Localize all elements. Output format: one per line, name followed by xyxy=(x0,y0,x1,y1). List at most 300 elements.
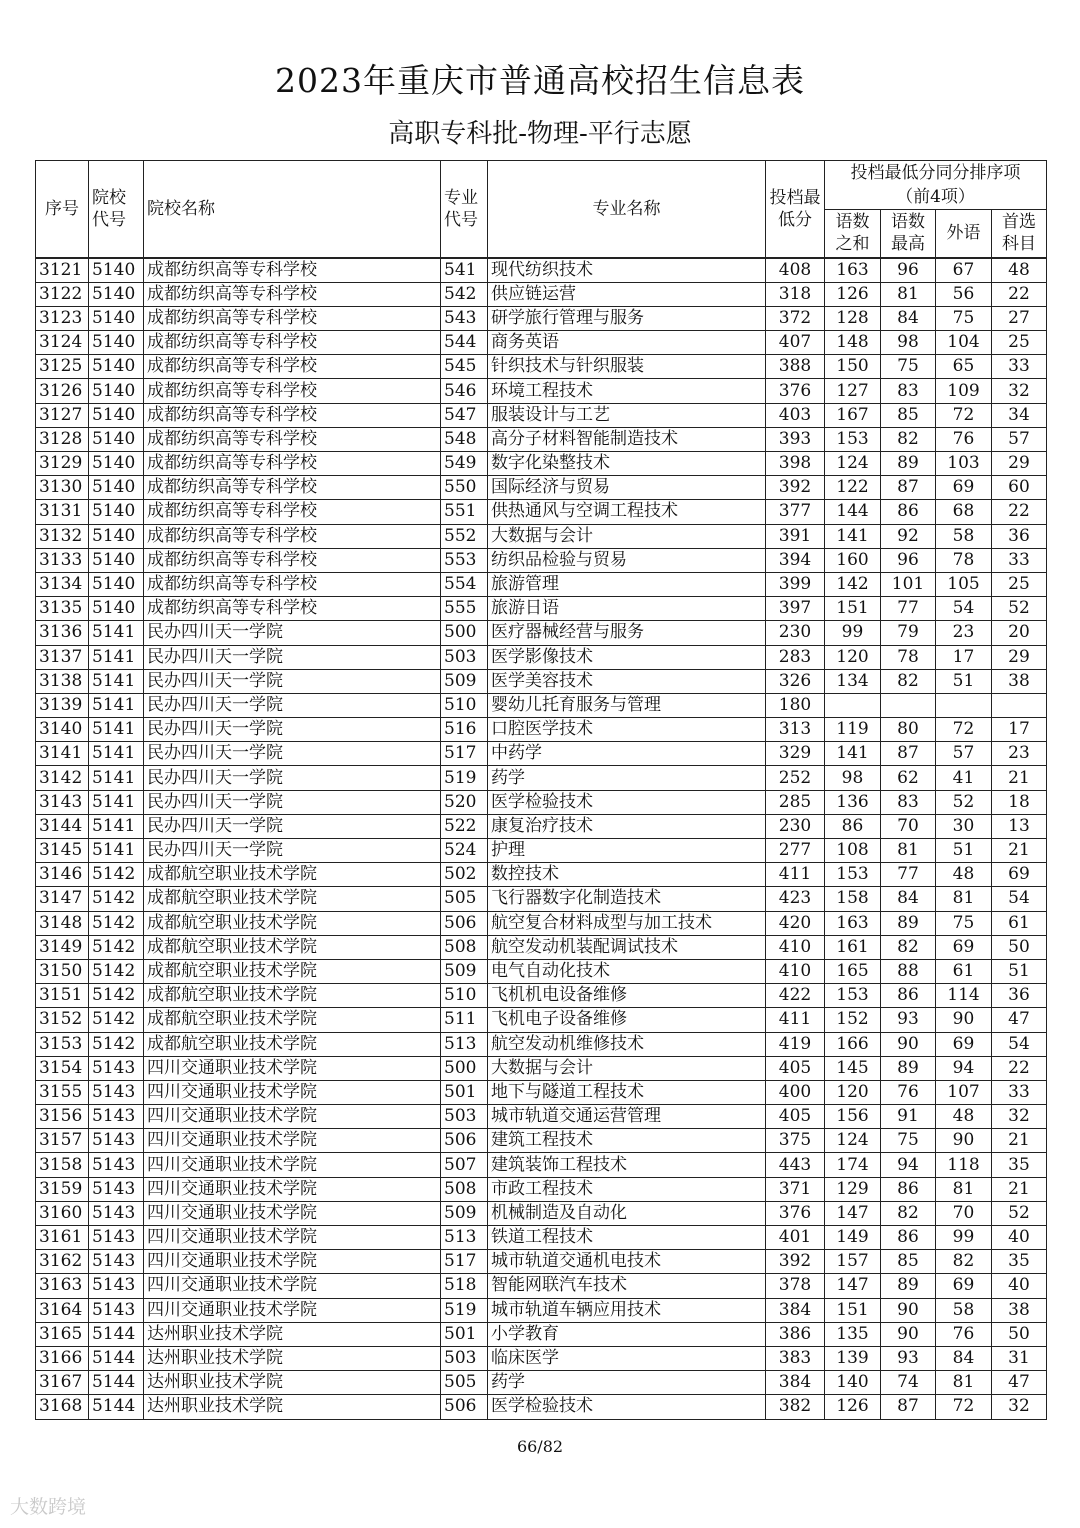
cell-min-score: 407 xyxy=(766,331,825,355)
table-row xyxy=(36,331,1047,355)
header-tiebreak-sub: （前4项） xyxy=(896,187,975,207)
cell-chinese-math-max: 93 xyxy=(881,1346,936,1370)
cell-school-code: 5143 xyxy=(89,1177,144,1201)
cell-foreign-lang: 109 xyxy=(936,379,992,403)
cell-major-name: 旅游日语 xyxy=(488,597,766,621)
cell-major-code: 509 xyxy=(441,959,488,983)
cell-foreign-lang: 114 xyxy=(936,984,992,1008)
cell-chinese-math-max: 88 xyxy=(881,959,936,983)
cell-school-name: 民办四川天一学院 xyxy=(144,645,441,669)
cell-foreign-lang: 75 xyxy=(936,306,992,330)
cell-school-name: 民办四川天一学院 xyxy=(144,718,441,742)
cell-major-code: 503 xyxy=(441,645,488,669)
table-row xyxy=(36,597,1047,621)
cell-min-score: 283 xyxy=(766,645,825,669)
cell-chinese-math-sum: 148 xyxy=(825,331,881,355)
cell-chinese-math-sum: 156 xyxy=(825,1105,881,1129)
cell-major-name: 机械制造及自动化 xyxy=(488,1201,766,1225)
cell-first-subject: 60 xyxy=(992,476,1047,500)
cell-chinese-math-sum: 149 xyxy=(825,1226,881,1250)
cell-first-subject: 33 xyxy=(992,1080,1047,1104)
cell-seq: 3129 xyxy=(36,452,89,476)
cell-foreign-lang: 94 xyxy=(936,1056,992,1080)
cell-foreign-lang: 17 xyxy=(936,645,992,669)
cell-school-code: 5143 xyxy=(89,1274,144,1298)
cell-first-subject: 29 xyxy=(992,452,1047,476)
cell-foreign-lang: 81 xyxy=(936,887,992,911)
cell-first-subject: 31 xyxy=(992,1346,1047,1370)
cell-foreign-lang: 58 xyxy=(936,524,992,548)
cell-major-code: 513 xyxy=(441,1032,488,1056)
cell-first-subject: 54 xyxy=(992,1032,1047,1056)
cell-major-name: 服装设计与工艺 xyxy=(488,403,766,427)
cell-school-code: 5142 xyxy=(89,959,144,983)
cell-foreign-lang: 75 xyxy=(936,911,992,935)
cell-school-code: 5141 xyxy=(89,621,144,645)
cell-chinese-math-sum: 152 xyxy=(825,1008,881,1032)
cell-school-name: 民办四川天一学院 xyxy=(144,669,441,693)
cell-major-name: 婴幼儿托育服务与管理 xyxy=(488,693,766,717)
cell-major-name: 航空复合材料成型与加工技术 xyxy=(488,911,766,935)
cell-school-name: 达州职业技术学院 xyxy=(144,1371,441,1395)
cell-first-subject: 54 xyxy=(992,887,1047,911)
cell-school-name: 成都纺织高等专科学校 xyxy=(144,572,441,596)
table-row xyxy=(36,1226,1047,1250)
cell-foreign-lang: 69 xyxy=(936,935,992,959)
cell-major-name: 供热通风与空调工程技术 xyxy=(488,500,766,524)
cell-school-code: 5144 xyxy=(89,1346,144,1370)
cell-min-score: 384 xyxy=(766,1371,825,1395)
cell-seq: 3148 xyxy=(36,911,89,935)
cell-first-subject: 23 xyxy=(992,742,1047,766)
cell-school-code: 5140 xyxy=(89,597,144,621)
cell-seq: 3142 xyxy=(36,766,89,790)
cell-chinese-math-max: 77 xyxy=(881,597,936,621)
table-row xyxy=(36,669,1047,693)
cell-chinese-math-sum: 126 xyxy=(825,282,881,306)
cell-seq: 3141 xyxy=(36,742,89,766)
cell-first-subject: 13 xyxy=(992,814,1047,838)
cell-seq: 3132 xyxy=(36,524,89,548)
cell-school-code: 5143 xyxy=(89,1153,144,1177)
cell-major-code: 505 xyxy=(441,1371,488,1395)
cell-first-subject: 18 xyxy=(992,790,1047,814)
cell-min-score: 180 xyxy=(766,693,825,717)
cell-major-code: 507 xyxy=(441,1153,488,1177)
cell-chinese-math-sum: 134 xyxy=(825,669,881,693)
cell-school-name: 成都纺织高等专科学校 xyxy=(144,452,441,476)
cell-major-code: 500 xyxy=(441,1056,488,1080)
cell-chinese-math-sum: 161 xyxy=(825,935,881,959)
cell-school-name: 四川交通职业技术学院 xyxy=(144,1226,441,1250)
cell-chinese-math-sum: 119 xyxy=(825,718,881,742)
table-row xyxy=(36,1322,1047,1346)
cell-school-code: 5140 xyxy=(89,282,144,306)
cell-first-subject: 35 xyxy=(992,1250,1047,1274)
cell-chinese-math-sum: 150 xyxy=(825,355,881,379)
cell-chinese-math-sum: 174 xyxy=(825,1153,881,1177)
cell-school-code: 5141 xyxy=(89,669,144,693)
table-row xyxy=(36,742,1047,766)
cell-major-name: 研学旅行管理与服务 xyxy=(488,306,766,330)
cell-first-subject: 21 xyxy=(992,766,1047,790)
cell-chinese-math-max: 81 xyxy=(881,282,936,306)
table-row xyxy=(36,452,1047,476)
cell-foreign-lang: 105 xyxy=(936,572,992,596)
cell-major-code: 508 xyxy=(441,935,488,959)
cell-foreign-lang: 84 xyxy=(936,1346,992,1370)
cell-min-score: 399 xyxy=(766,572,825,596)
cell-major-code: 518 xyxy=(441,1274,488,1298)
cell-seq: 3163 xyxy=(36,1274,89,1298)
cell-major-name: 航空发动机维修技术 xyxy=(488,1032,766,1056)
cell-seq: 3130 xyxy=(36,476,89,500)
cell-min-score: 423 xyxy=(766,887,825,911)
cell-foreign-lang: 118 xyxy=(936,1153,992,1177)
cell-school-code: 5142 xyxy=(89,911,144,935)
cell-major-code: 551 xyxy=(441,500,488,524)
cell-foreign-lang: 68 xyxy=(936,500,992,524)
cell-first-subject: 35 xyxy=(992,1153,1047,1177)
cell-seq: 3135 xyxy=(36,597,89,621)
cell-school-name: 四川交通职业技术学院 xyxy=(144,1250,441,1274)
cell-school-name: 成都纺织高等专科学校 xyxy=(144,524,441,548)
cell-foreign-lang: 67 xyxy=(936,258,992,283)
cell-first-subject: 57 xyxy=(992,427,1047,451)
cell-major-code: 500 xyxy=(441,621,488,645)
table-row xyxy=(36,379,1047,403)
cell-min-score: 405 xyxy=(766,1105,825,1129)
cell-chinese-math-sum: 120 xyxy=(825,1080,881,1104)
cell-chinese-math-max: 87 xyxy=(881,1395,936,1419)
cell-school-code: 5142 xyxy=(89,984,144,1008)
cell-major-name: 商务英语 xyxy=(488,331,766,355)
cell-chinese-math-sum: 165 xyxy=(825,959,881,983)
cell-foreign-lang: 72 xyxy=(936,403,992,427)
cell-chinese-math-max: 86 xyxy=(881,1226,936,1250)
cell-first-subject: 40 xyxy=(992,1274,1047,1298)
cell-seq: 3140 xyxy=(36,718,89,742)
cell-school-code: 5143 xyxy=(89,1129,144,1153)
header-tiebreak-group xyxy=(825,161,1047,210)
cell-first-subject: 20 xyxy=(992,621,1047,645)
table-row xyxy=(36,1250,1047,1274)
table-row xyxy=(36,645,1047,669)
cell-chinese-math-sum: 160 xyxy=(825,548,881,572)
cell-seq: 3124 xyxy=(36,331,89,355)
cell-first-subject: 29 xyxy=(992,645,1047,669)
cell-foreign-lang: 82 xyxy=(936,1250,992,1274)
cell-first-subject: 22 xyxy=(992,500,1047,524)
cell-school-name: 成都纺织高等专科学校 xyxy=(144,427,441,451)
cell-school-name: 成都航空职业技术学院 xyxy=(144,863,441,887)
cell-foreign-lang: 48 xyxy=(936,1105,992,1129)
cell-chinese-math-max: 84 xyxy=(881,887,936,911)
watermark-logo: 大数跨境 xyxy=(10,1496,87,1518)
cell-major-code: 505 xyxy=(441,887,488,911)
table-row xyxy=(36,476,1047,500)
cell-school-name: 成都航空职业技术学院 xyxy=(144,1032,441,1056)
cell-foreign-lang: 52 xyxy=(936,790,992,814)
cell-major-code: 545 xyxy=(441,355,488,379)
cell-min-score: 400 xyxy=(766,1080,825,1104)
cell-major-code: 508 xyxy=(441,1177,488,1201)
cell-major-name: 医学检验技术 xyxy=(488,790,766,814)
cell-seq: 3144 xyxy=(36,814,89,838)
cell-school-code: 5142 xyxy=(89,887,144,911)
cell-min-score: 326 xyxy=(766,669,825,693)
table-row xyxy=(36,1346,1047,1370)
cell-school-name: 成都航空职业技术学院 xyxy=(144,887,441,911)
cell-seq: 3154 xyxy=(36,1056,89,1080)
cell-school-code: 5143 xyxy=(89,1105,144,1129)
cell-chinese-math-sum: 108 xyxy=(825,839,881,863)
cell-foreign-lang: 76 xyxy=(936,427,992,451)
cell-major-name: 医学检验技术 xyxy=(488,1395,766,1419)
cell-major-name: 医学美容技术 xyxy=(488,669,766,693)
cell-first-subject: 38 xyxy=(992,669,1047,693)
cell-major-name: 铁道工程技术 xyxy=(488,1226,766,1250)
cell-first-subject: 52 xyxy=(992,597,1047,621)
cell-min-score: 376 xyxy=(766,1201,825,1225)
cell-school-code: 5141 xyxy=(89,839,144,863)
cell-major-code: 509 xyxy=(441,669,488,693)
table-row xyxy=(36,524,1047,548)
cell-seq: 3159 xyxy=(36,1177,89,1201)
table-row xyxy=(36,693,1047,717)
cell-major-code: 506 xyxy=(441,1395,488,1419)
cell-foreign-lang: 57 xyxy=(936,742,992,766)
page-title: 2023年重庆市普通高校招生信息表 xyxy=(275,61,805,100)
cell-min-score: 285 xyxy=(766,790,825,814)
cell-first-subject: 33 xyxy=(992,355,1047,379)
cell-first-subject: 27 xyxy=(992,306,1047,330)
cell-chinese-math-max: 74 xyxy=(881,1371,936,1395)
cell-major-name: 药学 xyxy=(488,766,766,790)
cell-seq: 3137 xyxy=(36,645,89,669)
cell-school-name: 成都纺织高等专科学校 xyxy=(144,306,441,330)
cell-chinese-math-max: 86 xyxy=(881,1177,936,1201)
cell-min-score: 386 xyxy=(766,1322,825,1346)
table-row xyxy=(36,1274,1047,1298)
cell-first-subject: 51 xyxy=(992,959,1047,983)
cell-min-score: 394 xyxy=(766,548,825,572)
cell-school-code: 5141 xyxy=(89,766,144,790)
cell-seq: 3136 xyxy=(36,621,89,645)
cell-school-name: 成都纺织高等专科学校 xyxy=(144,548,441,572)
cell-chinese-math-max: 93 xyxy=(881,1008,936,1032)
cell-major-code: 547 xyxy=(441,403,488,427)
table-row xyxy=(36,790,1047,814)
cell-chinese-math-max: 86 xyxy=(881,500,936,524)
cell-min-score: 408 xyxy=(766,258,825,283)
cell-chinese-math-max: 75 xyxy=(881,355,936,379)
cell-school-code: 5140 xyxy=(89,572,144,596)
cell-chinese-math-sum: 98 xyxy=(825,766,881,790)
cell-school-code: 5143 xyxy=(89,1201,144,1225)
cell-seq: 3131 xyxy=(36,500,89,524)
cell-school-name: 成都航空职业技术学院 xyxy=(144,1008,441,1032)
cell-seq: 3167 xyxy=(36,1371,89,1395)
cell-foreign-lang: 70 xyxy=(936,1201,992,1225)
header-chinese-math-max: 语数最高 xyxy=(881,210,936,258)
cell-first-subject: 25 xyxy=(992,572,1047,596)
cell-school-name: 成都航空职业技术学院 xyxy=(144,959,441,983)
cell-major-name: 城市轨道交通运营管理 xyxy=(488,1105,766,1129)
table-row xyxy=(36,1153,1047,1177)
cell-foreign-lang: 99 xyxy=(936,1226,992,1250)
cell-foreign-lang: 69 xyxy=(936,476,992,500)
table-row xyxy=(36,548,1047,572)
cell-major-name: 建筑装饰工程技术 xyxy=(488,1153,766,1177)
cell-min-score: 392 xyxy=(766,476,825,500)
cell-school-code: 5144 xyxy=(89,1395,144,1419)
table-row xyxy=(36,1201,1047,1225)
cell-school-code: 5143 xyxy=(89,1056,144,1080)
cell-major-code: 520 xyxy=(441,790,488,814)
cell-chinese-math-sum: 167 xyxy=(825,403,881,427)
cell-major-code: 516 xyxy=(441,718,488,742)
cell-major-name: 飞机机电设备维修 xyxy=(488,984,766,1008)
cell-chinese-math-sum xyxy=(825,693,881,717)
cell-school-name: 四川交通职业技术学院 xyxy=(144,1177,441,1201)
cell-major-name: 城市轨道车辆应用技术 xyxy=(488,1298,766,1322)
cell-school-name: 成都纺织高等专科学校 xyxy=(144,379,441,403)
cell-foreign-lang: 30 xyxy=(936,814,992,838)
cell-chinese-math-sum: 120 xyxy=(825,645,881,669)
cell-major-name: 数字化染整技术 xyxy=(488,452,766,476)
table-row xyxy=(36,911,1047,935)
cell-seq: 3122 xyxy=(36,282,89,306)
cell-school-code: 5140 xyxy=(89,452,144,476)
cell-seq: 3145 xyxy=(36,839,89,863)
cell-first-subject: 52 xyxy=(992,1201,1047,1225)
cell-chinese-math-max: 70 xyxy=(881,814,936,838)
cell-major-code: 519 xyxy=(441,1298,488,1322)
cell-chinese-math-max: 86 xyxy=(881,984,936,1008)
cell-min-score: 393 xyxy=(766,427,825,451)
cell-major-name: 高分子材料智能制造技术 xyxy=(488,427,766,451)
cell-seq: 3150 xyxy=(36,959,89,983)
cell-major-code: 554 xyxy=(441,572,488,596)
cell-min-score: 397 xyxy=(766,597,825,621)
cell-seq: 3158 xyxy=(36,1153,89,1177)
cell-major-code: 524 xyxy=(441,839,488,863)
cell-major-name: 现代纺织技术 xyxy=(488,258,766,283)
cell-major-code: 517 xyxy=(441,1250,488,1274)
cell-major-code: 550 xyxy=(441,476,488,500)
cell-min-score: 443 xyxy=(766,1153,825,1177)
cell-first-subject: 47 xyxy=(992,1008,1047,1032)
table-row xyxy=(36,1177,1047,1201)
cell-chinese-math-sum: 153 xyxy=(825,863,881,887)
cell-chinese-math-max: 98 xyxy=(881,331,936,355)
cell-school-name: 民办四川天一学院 xyxy=(144,839,441,863)
cell-seq: 3151 xyxy=(36,984,89,1008)
cell-seq: 3153 xyxy=(36,1032,89,1056)
cell-school-name: 四川交通职业技术学院 xyxy=(144,1105,441,1129)
cell-major-name: 康复治疗技术 xyxy=(488,814,766,838)
cell-seq: 3160 xyxy=(36,1201,89,1225)
cell-chinese-math-max: 77 xyxy=(881,863,936,887)
table-row xyxy=(36,500,1047,524)
cell-min-score: 378 xyxy=(766,1274,825,1298)
table-row xyxy=(36,1371,1047,1395)
cell-school-name: 四川交通职业技术学院 xyxy=(144,1274,441,1298)
cell-first-subject: 61 xyxy=(992,911,1047,935)
cell-chinese-math-max: 94 xyxy=(881,1153,936,1177)
cell-school-code: 5141 xyxy=(89,693,144,717)
cell-school-code: 5140 xyxy=(89,427,144,451)
cell-chinese-math-sum: 145 xyxy=(825,1056,881,1080)
cell-major-code: 552 xyxy=(441,524,488,548)
cell-chinese-math-max: 82 xyxy=(881,1201,936,1225)
cell-school-code: 5141 xyxy=(89,790,144,814)
cell-school-name: 成都纺织高等专科学校 xyxy=(144,258,441,283)
cell-major-name: 供应链运营 xyxy=(488,282,766,306)
cell-major-name: 建筑工程技术 xyxy=(488,1129,766,1153)
cell-chinese-math-sum: 157 xyxy=(825,1250,881,1274)
cell-chinese-math-max: 96 xyxy=(881,548,936,572)
cell-min-score: 422 xyxy=(766,984,825,1008)
cell-chinese-math-max: 82 xyxy=(881,935,936,959)
cell-major-name: 电气自动化技术 xyxy=(488,959,766,983)
cell-school-code: 5140 xyxy=(89,476,144,500)
cell-first-subject: 69 xyxy=(992,863,1047,887)
table-row xyxy=(36,839,1047,863)
cell-chinese-math-sum: 151 xyxy=(825,597,881,621)
cell-school-code: 5140 xyxy=(89,379,144,403)
table-row xyxy=(36,572,1047,596)
cell-major-name: 飞行器数字化制造技术 xyxy=(488,887,766,911)
cell-foreign-lang: 23 xyxy=(936,621,992,645)
cell-school-code: 5141 xyxy=(89,814,144,838)
cell-first-subject xyxy=(992,693,1047,717)
cell-min-score: 383 xyxy=(766,1346,825,1370)
cell-chinese-math-sum: 153 xyxy=(825,427,881,451)
cell-school-name: 成都纺织高等专科学校 xyxy=(144,476,441,500)
table-row xyxy=(36,863,1047,887)
cell-chinese-math-sum: 147 xyxy=(825,1201,881,1225)
header-school-code: 院校代号 xyxy=(89,161,144,258)
cell-school-code: 5140 xyxy=(89,403,144,427)
cell-chinese-math-max: 62 xyxy=(881,766,936,790)
header-first-subject: 首选科目 xyxy=(992,210,1047,258)
cell-first-subject: 34 xyxy=(992,403,1047,427)
header-min-score: 投档最低分 xyxy=(766,161,825,258)
header-chinese-math-sum: 语数之和 xyxy=(825,210,881,258)
cell-seq: 3134 xyxy=(36,572,89,596)
cell-seq: 3133 xyxy=(36,548,89,572)
cell-major-code: 553 xyxy=(441,548,488,572)
cell-major-name: 环境工程技术 xyxy=(488,379,766,403)
cell-chinese-math-max: 89 xyxy=(881,452,936,476)
cell-school-code: 5140 xyxy=(89,258,144,283)
cell-foreign-lang: 78 xyxy=(936,548,992,572)
table-row xyxy=(36,1395,1047,1419)
cell-major-name: 小学教育 xyxy=(488,1322,766,1346)
cell-major-name: 纺织品检验与贸易 xyxy=(488,548,766,572)
cell-chinese-math-sum: 129 xyxy=(825,1177,881,1201)
cell-chinese-math-max: 81 xyxy=(881,839,936,863)
cell-chinese-math-sum: 163 xyxy=(825,258,881,283)
cell-min-score: 388 xyxy=(766,355,825,379)
cell-major-name: 航空发动机装配调试技术 xyxy=(488,935,766,959)
cell-chinese-math-max: 75 xyxy=(881,1129,936,1153)
cell-major-name: 大数据与会计 xyxy=(488,1056,766,1080)
cell-school-code: 5140 xyxy=(89,524,144,548)
cell-chinese-math-sum: 86 xyxy=(825,814,881,838)
